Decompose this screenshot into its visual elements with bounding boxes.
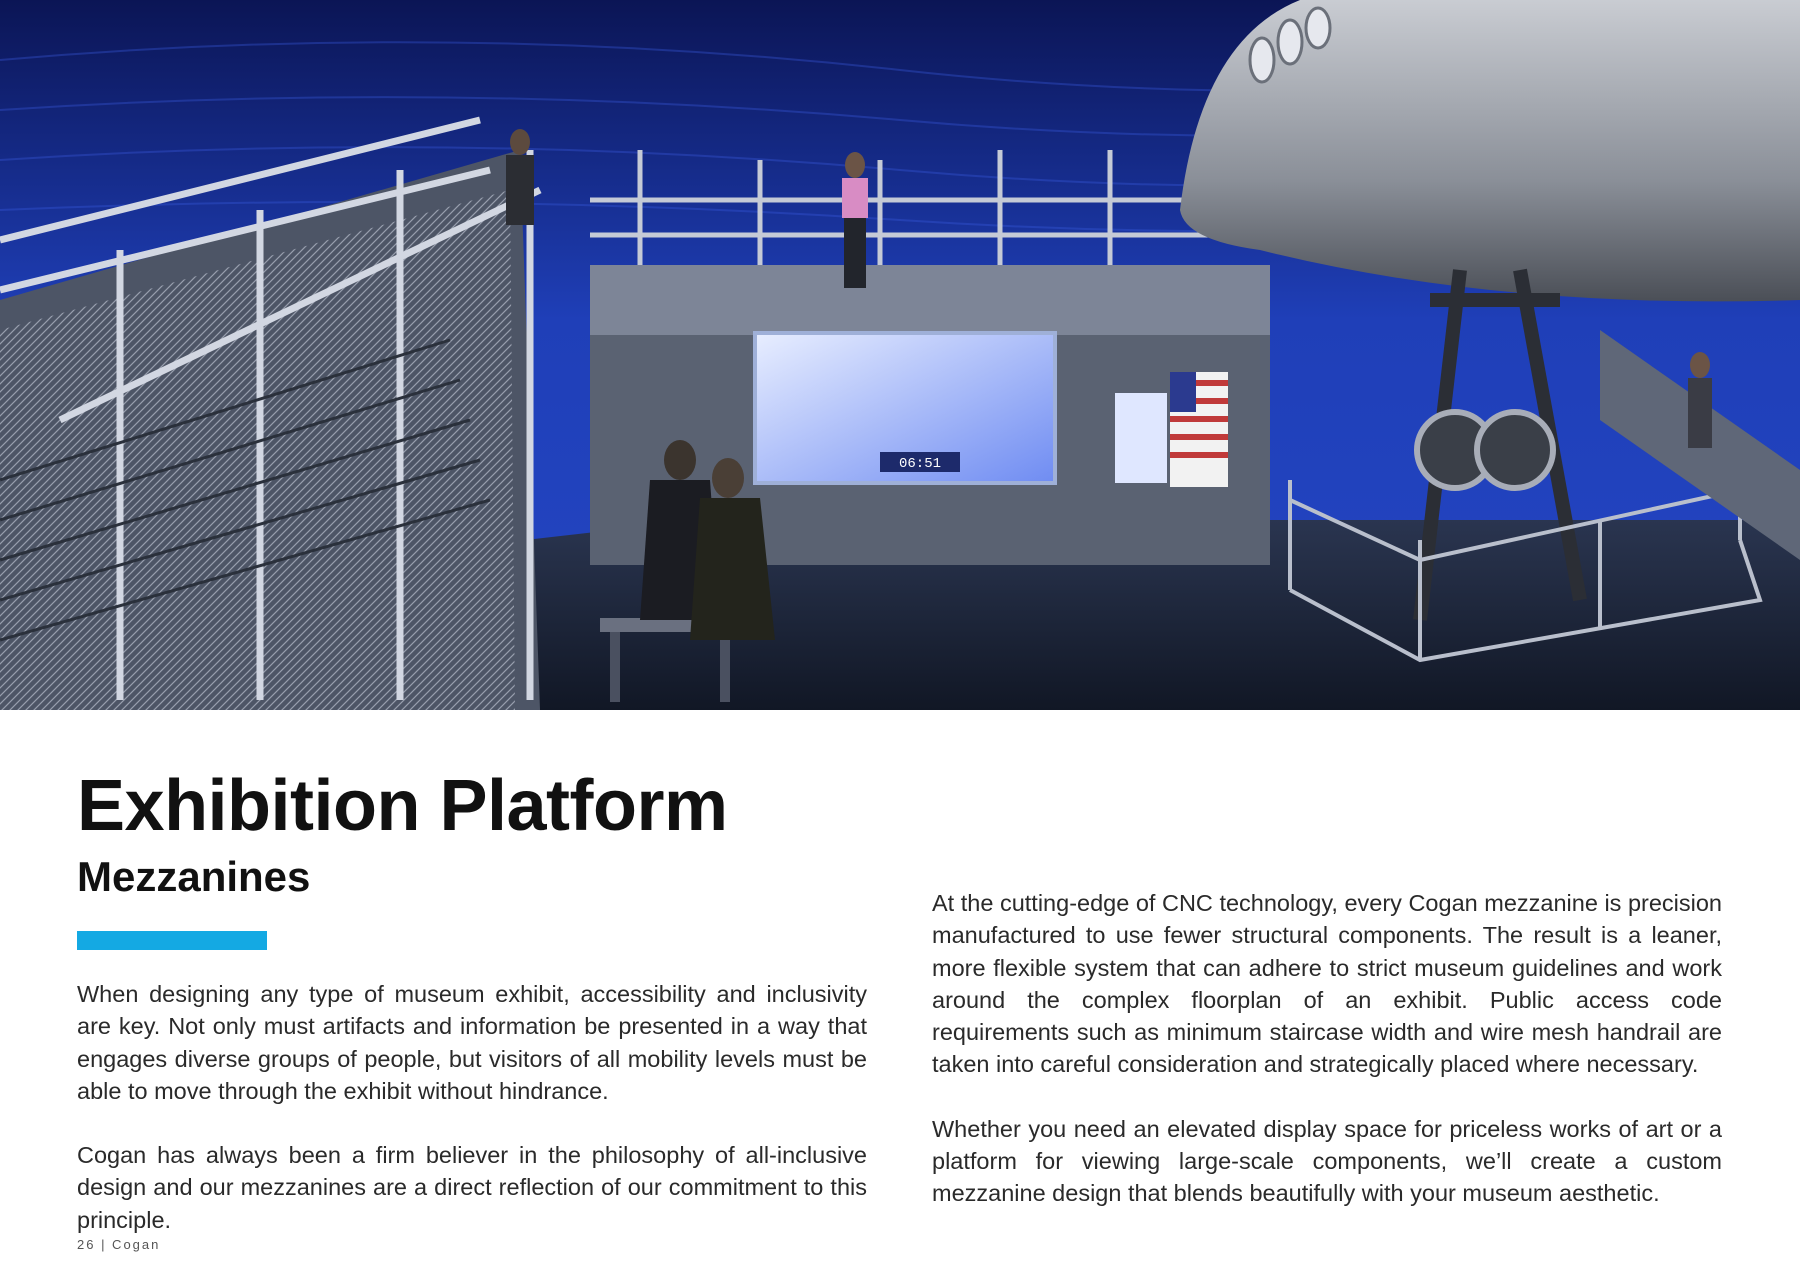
page-footer: 26 | Cogan — [77, 1237, 161, 1252]
body-column-right — [932, 887, 1722, 1242]
body-paragraph: When designing any type of museum exhibit, accessibility and inclusivity are key. Not only must artifacts and information be presented in a way that engages diverse groups of people, but visitors of all mobility levels must be able to move through the exhibit without hindrance. — [77, 981, 867, 1104]
body-paragraph: At the cutting-edge of CNC technology, every Cogan mezzanine is precision manufactured to use fewer structural components. The result is a leaner, more flexible system that can adhere to strict museum guidelines and work around the complex floorplan of an exhibit. Public access code requirements such as minimum staircase width and wire mesh handrail are taken into careful consideration and strategically placed where necessary. — [932, 890, 1722, 1078]
body-paragraph: Whether you need an elevated display space for priceless works of art or a platform for viewing large-scale components, we’ll create a custom mezzanine design that blends beautifully with your museum aesthetic. — [932, 1115, 1722, 1207]
screen-readout: 06:51 — [898, 456, 942, 472]
page-subtitle: Mezzanines — [77, 853, 311, 900]
accent-bar — [77, 931, 267, 950]
body-column-left — [77, 978, 867, 1268]
body-paragraph: Cogan has always been a firm believer in the philosophy of all-inclusive design and our mezzanines are a direct reflection of our commitment to this principle. — [77, 1142, 867, 1233]
page-title: Exhibition Platform — [77, 766, 728, 846]
